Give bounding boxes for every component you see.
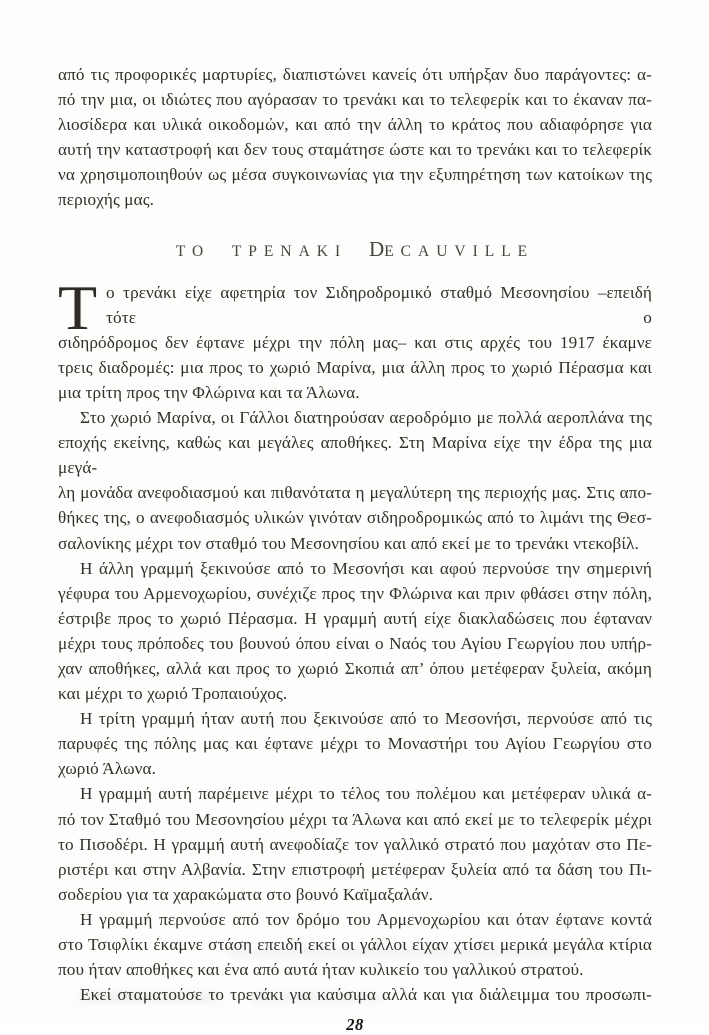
page-number: 28 [346, 1015, 364, 1035]
text-line: το Πισοδέρι. Η γραμμή αυτή ανεφοδίαζε τον γαλλικό στρατό που μαχόταν στο Πε- [58, 834, 652, 854]
paragraph-marina [58, 405, 652, 556]
drop-cap: Τ [58, 271, 98, 343]
text-line: Η τρίτη γραμμή ήταν αυτή που ξεκινούσε από το Μεσονήσι, περνούσε από τις [80, 709, 652, 729]
text-line: μια τρίτη προς την Φλώρινα και τα Άλωνα. [58, 382, 360, 402]
text-line: Εκεί σταματούσε το τρενάκι για καύσιμα αλλά και για διάλειμμα του προσωπι- [80, 985, 652, 1005]
dropcap-lines [58, 271, 652, 405]
text-line: αυτή την καταστροφή και δεν τους σταμάτησε ώστε και το τρενάκι και το τελεφερίκ [58, 140, 652, 160]
scan-artifact [78, 992, 218, 1002]
text-line: γέφυρα του Αρμενοχωρίου, συνέχιζε προς την Φλώρινα και πριν φθάσει στην πόλη, [58, 583, 652, 603]
text-line: Η γραμμή αυτή παρέμεινε μέχρι το τέλος του πολέμου και μετέφεραν υλικά α- [80, 784, 652, 804]
paragraph-tsifliki [58, 907, 652, 982]
text-line: Η άλλη γραμμή ξεκινούσε από το Μεσονήσι και αφού περνούσε την σημερινή [80, 558, 652, 578]
paragraph-war-end [58, 781, 652, 906]
scan-artifact [228, 948, 578, 957]
text-line: σοδερίου για τα χαρακώματα στο βουνό Καϊμαξαλάν. [58, 884, 434, 904]
text-line: μέχρι τους πρόποδες του βουνού όπου είναι ο Ναός του Αγίου Γεωργίου που υπήρ- [58, 633, 652, 653]
section-heading [58, 237, 652, 259]
text-line: και μέχρι το χωριό Τροπαιούχος. [58, 684, 288, 704]
text-line: ο τρενάκι είχε αφετηρία τον Σιδηροδρομικό σταθμό Μεσονησίου –επειδή τότε ο [106, 282, 652, 327]
text-line: ριστέρι και στην Αλβανία. Στην επιστροφή μετέφεραν ξυλεία από τα δάση του Πι- [58, 859, 652, 879]
text-line: χωριό Άλωνα. [58, 759, 157, 779]
text-line: από τις προφορικές μαρτυρίες, διαπιστώνει κανείς ότι υπήρξαν δυο παράγοντες: α- [58, 65, 652, 84]
text-line: πό τον Σταθμό του Μεσονησίου μέχρι τα Άλωνα και από εκεί με το τελεφερίκ μέχρι [58, 809, 652, 829]
text-line: Η γραμμή περνούσε από τον δρόμο του Αρμενοχωρίου και όταν έφτανε κοντά [80, 909, 652, 929]
paragraph-second-line [58, 556, 652, 707]
scan-artifact [250, 993, 380, 1002]
text-line: θήκες της, ο ανεφοδιασμός υλικών γινόταν σιδηροδρομικώς από το λιμάνι της Θεσ- [58, 508, 652, 528]
text-line: περιοχής μας. [58, 190, 155, 210]
text-line: παρυφές της πόλης μας και έφτανε μέχρι το Μοναστήρι του Αγίου Γεωργίου στο [58, 734, 652, 754]
section-heading-initial: D [369, 236, 392, 261]
paragraph-dropcap [58, 271, 652, 405]
text-line: σιδηρόδρομος δεν έφτανε μέχρι την πόλη μας– και στις αρχές του 1917 έκαμνε [58, 332, 652, 352]
text-line: έστριβε προς το χωριό Πέρασμα. Η γραμμή αυτή είχε διακλαδώσεις που έφταναν [58, 608, 652, 628]
text-line: λιοσίδερα και υλικά οικοδομών, και από την άλλη το κράτος που αδιαφόρησε για [58, 115, 652, 135]
text-line: στο Τσιφλίκι έκαμνε στάση επειδή εκεί οι γάλλοι είχαν χτίσει μερικά μεγάλα κτίρια [58, 935, 652, 954]
section-heading-rest: ECAUVILLE [384, 242, 535, 260]
text-line: που ήταν αποθήκες και ένα από αυτά ήταν κυλικείο του γαλλικού στρατού. [58, 960, 584, 980]
paragraph-continuation [58, 62, 652, 213]
section-heading-text: ΤΟ ΤΡΕΝΑΚΙ [175, 242, 348, 260]
paragraph-third-line [58, 706, 652, 781]
text-line: λη μονάδα ανεφοδιασμού και πιθανότατα η μεγαλύτερη της περιοχής μας. Στις απο- [58, 483, 652, 503]
text-line: Στο χωριό Μαρίνα, οι Γάλλοι διατηρούσαν αεροδρόμιο με πολλά αεροπλάνα της [80, 408, 652, 428]
text-line: τρεις διαδρομές: μια προς το χωριό Μαρίνα, μια άλλη προς το χωριό Πέρασμα και [58, 357, 652, 377]
text-line: εποχής εκείνης, καθώς και μεγάλες αποθήκες. Στη Μαρίνα είχε την έδρα της μια μεγά- [58, 433, 652, 478]
text-line: πό την μια, οι ιδιώτες που αγόρασαν το τρενάκι και το τελεφερίκ και το έκαναν πα- [58, 90, 652, 110]
text-line: να χρησιμοποιηθούν ως μέσα συγκοινωνίας για την εξυπηρέτηση των κατοίκων της [58, 165, 652, 185]
text-line: χαν αποθήκες, αλλά και προς το χωριό Σκοπιά απ’ όπου μετέφεραν ξυλεία, ακόμη [58, 658, 652, 678]
text-line: σαλονίκης μέχρι τον σταθμό του Μεσονησίου και από εκεί με το τρενάκι ντεκοβίλ. [58, 533, 639, 553]
